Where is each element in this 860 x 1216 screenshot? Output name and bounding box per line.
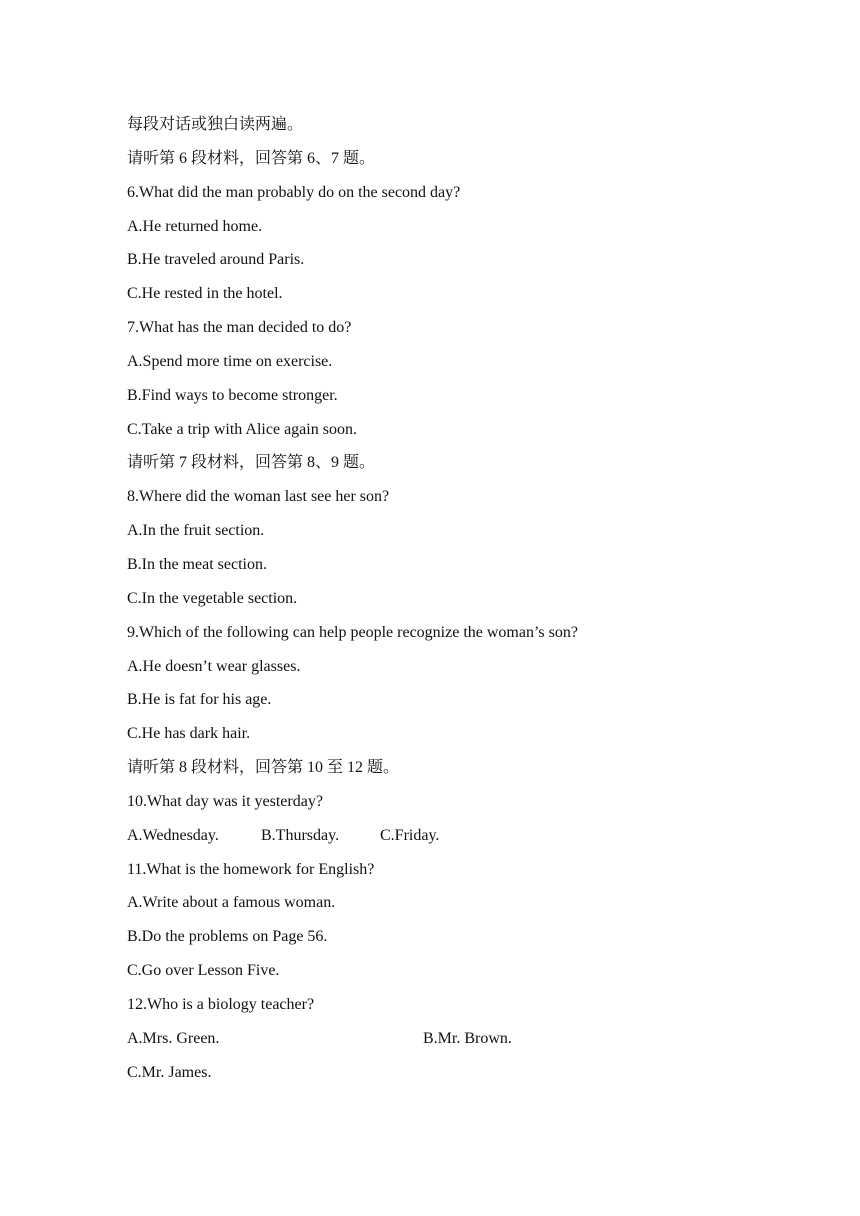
question-stem: 6.What did the man probably do on the second day? <box>127 183 461 201</box>
instructions-text: 每段对话或独白读两遍。 <box>127 116 304 133</box>
section-heading: 请听第 8 段材料，回答第 10 至 12 题。 <box>127 759 400 777</box>
answer-option: C.He has dark hair. <box>127 725 251 743</box>
answer-option: B.He is fat for his age. <box>127 691 272 709</box>
answer-option: A.Spend more time on exercise. <box>127 352 333 370</box>
answer-option: B.Mr. Brown. <box>423 1029 512 1047</box>
question-stem: 7.What has the man decided to do? <box>127 319 352 337</box>
answer-option: C.Friday. <box>380 826 440 844</box>
document-page <box>127 108 767 1089</box>
answer-option: B.Find ways to become stronger. <box>127 386 338 404</box>
question-stem: 12.Who is a biology teacher? <box>127 995 315 1013</box>
section-heading: 请听第 6 段材料，回答第 6、7 题。 <box>127 149 376 167</box>
answer-option: C.Take a trip with Alice again soon. <box>127 420 357 438</box>
answer-options-row <box>127 1022 767 1056</box>
answer-option: A.He returned home. <box>127 217 263 235</box>
answer-option: A.He doesn’t wear glasses. <box>127 657 301 675</box>
question-stem: 11.What is the homework for English? <box>127 860 375 878</box>
answer-option: B.Thursday. <box>261 826 340 844</box>
answer-option: A.In the fruit section. <box>127 522 265 540</box>
answer-option: B.He traveled around Paris. <box>127 251 305 269</box>
answer-option: B.In the meat section. <box>127 555 267 573</box>
answer-option: C.Mr. James. <box>127 1063 212 1081</box>
answer-option: A.Write about a famous woman. <box>127 894 336 912</box>
answer-options-row <box>127 819 767 853</box>
question-stem: 8.Where did the woman last see her son? <box>127 488 390 506</box>
answer-option: A.Mrs. Green. <box>127 1029 220 1047</box>
question-stem: 10.What day was it yesterday? <box>127 792 323 810</box>
section-heading: 请听第 7 段材料，回答第 8、9 题。 <box>127 454 376 472</box>
answer-option: B.Do the problems on Page 56. <box>127 928 328 946</box>
answer-option: A.Wednesday. <box>127 826 219 844</box>
answer-option: C.In the vegetable section. <box>127 589 298 607</box>
question-stem: 9.Which of the following can help people recognize the woman’s son? <box>127 623 578 641</box>
answer-option: C.He rested in the hotel. <box>127 285 283 303</box>
answer-option: C.Go over Lesson Five. <box>127 962 280 980</box>
